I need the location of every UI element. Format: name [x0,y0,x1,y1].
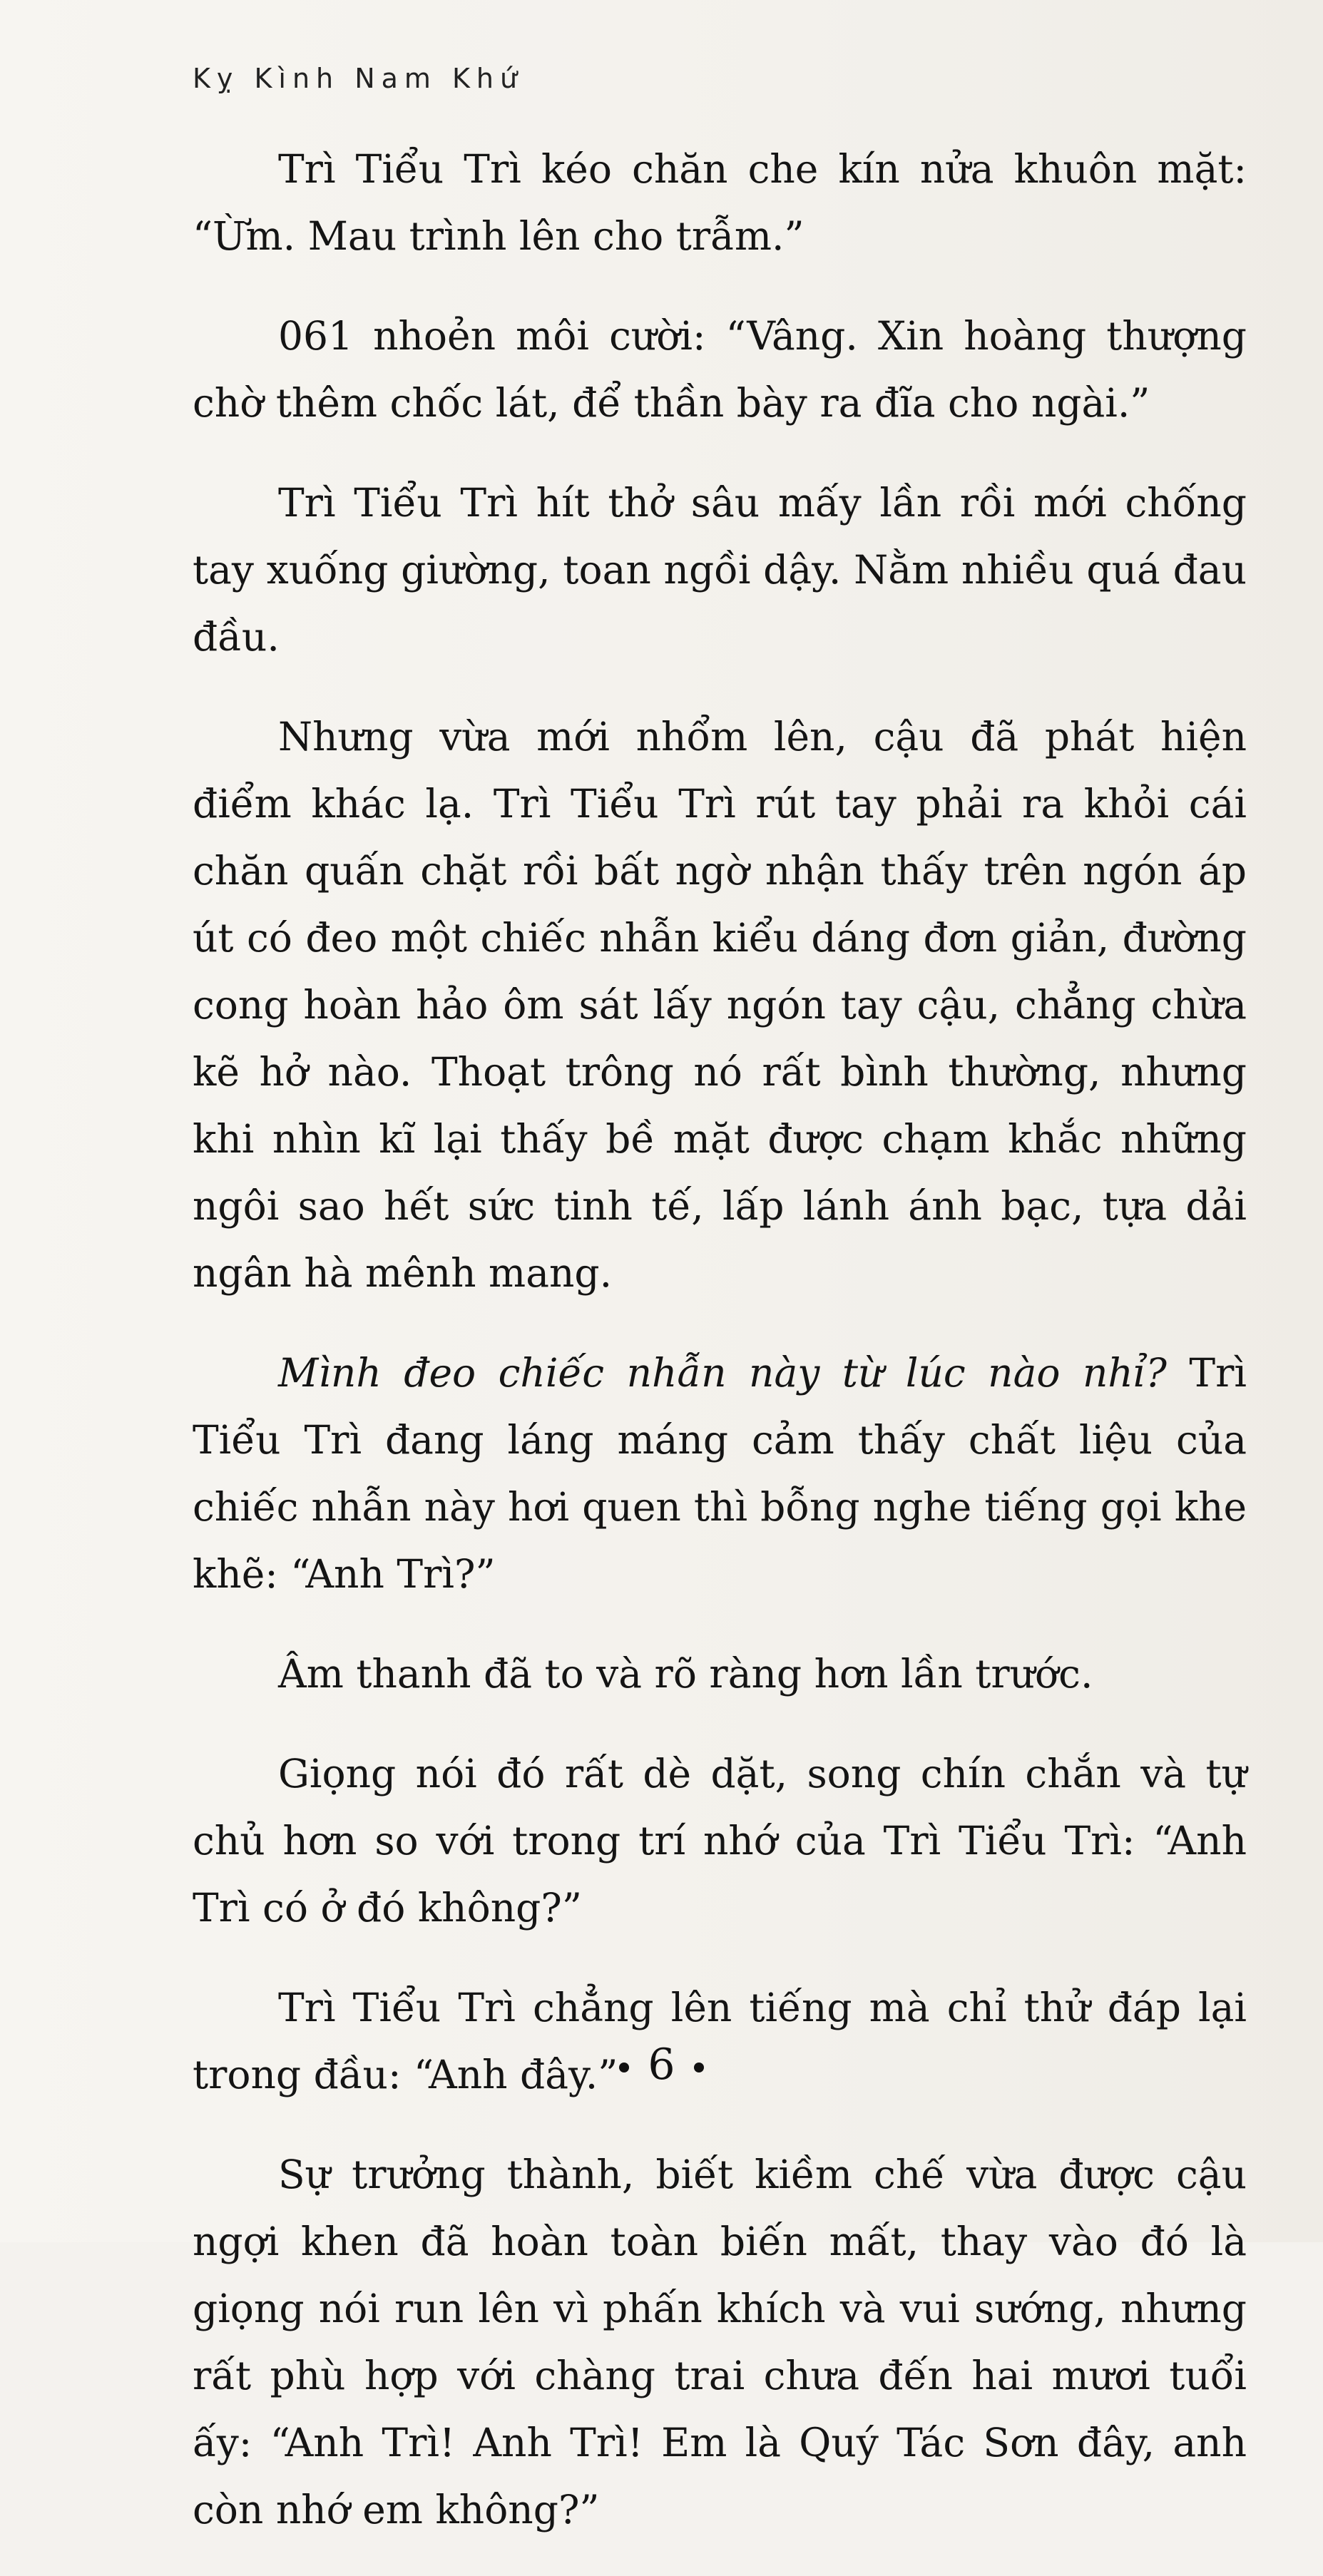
bullet-icon [619,2063,629,2072]
paragraph: Sự trưởng thành, biết kiềm chế vừa được cậu ngợi khen đã hoàn toàn biến mất, thay vào đó là giọng nói run lên vì phấn khích và vui sướng, nhưng rất phù hợp với chàng trai chưa đến hai mươi tuổi ấy: “Anh Trì! Anh Trì! Em là Quý Tác Sơn đây, anh còn nhớ em không?” [193,2152,1247,2532]
inner-thought-text: Mình đeo chiếc nhẫn này từ lúc nào nhỉ? [278,1350,1167,1396]
body-text [193,136,1247,2576]
page-number-footer [0,2040,1323,2090]
page-number: 6 [648,2040,675,2090]
paragraph: Trì Tiểu Trì hít thở sâu mấy lần rồi mới chống tay xuống giường, toan ngồi dậy. Nằm nhiều quá đau đầu. [193,480,1247,660]
paragraph: Âm thanh đã to và rõ ràng hơn lần trước. [278,1651,1093,1697]
running-header: Kỵ Kình Nam Khứ [193,63,524,94]
paragraph: 061 nhoẻn môi cười: “Vâng. Xin hoàng thượng chờ thêm chốc lát, để thần bày ra đĩa cho ngài.” [193,313,1247,426]
paragraph-continuation: Trì Tiểu Trì đang láng máng cảm thấy chất liệu của chiếc nhẫn này hơi quen thì bỗng nghe tiếng gọi khe khẽ: “Anh Trì?” [193,1350,1247,1597]
paragraph: Trì Tiểu Trì kéo chăn che kín nửa khuôn mặt: “Ừm. Mau trình lên cho trẫm.” [193,146,1247,259]
bullet-icon [694,2063,704,2072]
paragraph: Giọng nói đó rất dè dặt, song chín chắn và tự chủ hơn so với trong trí nhớ của Trì Tiểu Trì: “Anh Trì có ở đó không?” [193,1751,1247,1931]
paragraph: Nhưng vừa mới nhổm lên, cậu đã phát hiện điểm khác lạ. Trì Tiểu Trì rút tay phải ra khỏi cái chăn quấn chặt rồi bất ngờ nhận thấy trên ngón áp út có đeo một chiếc nhẫn kiểu dáng đơn giản, đường cong hoàn hảo ôm sát lấy ngón tay cậu, chẳng chừa kẽ hở nào. Thoạt trông nó rất bình thường, nhưng khi nhìn kĩ lại thấy bề mặt được chạm khắc những ngôi sao hết sức tinh tế, lấp lánh ánh bạc, tựa dải ngân hà mênh mang. [193,714,1247,1296]
paragraph-italic-thought [193,1339,1247,1608]
paragraph: Trì Tiểu Trì chẳng lên tiếng mà chỉ thử đáp lại trong đầu: “Anh đây.” [193,1985,1247,2097]
